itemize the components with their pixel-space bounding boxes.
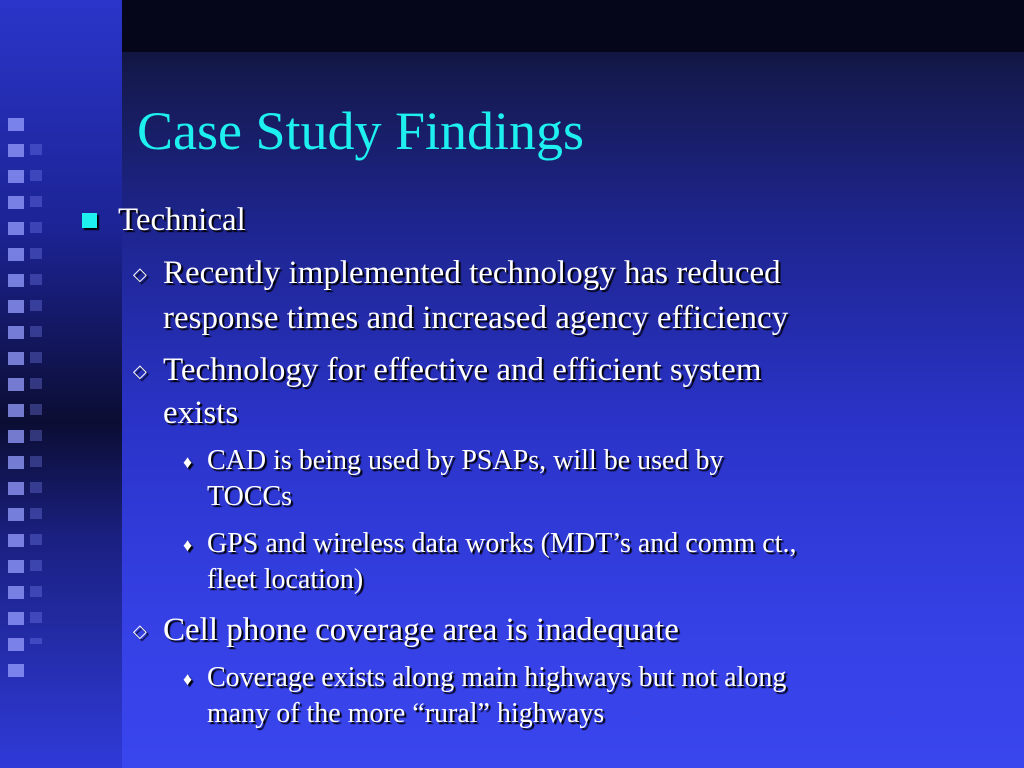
- diamond-bullet-icon: ♦: [183, 452, 193, 472]
- bullet-line: CAD is being used by PSAPs, will be used by: [207, 445, 724, 476]
- top-band: [122, 0, 1024, 52]
- bullet-line: Cell phone coverage area is inadequate: [163, 612, 679, 648]
- bullet-line: many of the more “rural” highways: [207, 698, 605, 729]
- bullet-line: Recently implemented technology has reduced: [163, 255, 781, 291]
- bullet-line: fleet location): [207, 564, 364, 595]
- square-bullet-icon: [82, 213, 97, 228]
- bullet-line: Coverage exists along main highways but not along: [207, 662, 787, 693]
- bullet-line: exists: [163, 395, 239, 431]
- decor-squares: [8, 118, 24, 678]
- bullet-line: GPS and wireless data works (MDT’s and comm ct.,: [207, 528, 797, 559]
- slide-title: Case Study Findings: [137, 101, 585, 161]
- diamond-bullet-icon: ♦: [183, 535, 193, 555]
- bullet-line: response times and increased agency efficiency: [163, 300, 789, 336]
- diamond-bullet-icon: ♦: [183, 669, 193, 689]
- bullet-technical: Technical: [118, 202, 246, 238]
- bullet-line: TOCCs: [207, 481, 293, 512]
- bullet-line: Technology for effective and efficient system: [163, 352, 762, 388]
- decor-squares-faint: [30, 144, 42, 644]
- diamond-outline-bullet-icon: ◇: [133, 361, 147, 381]
- diamond-outline-bullet-icon: ◇: [133, 621, 147, 641]
- diamond-outline-bullet-icon: ◇: [133, 264, 147, 284]
